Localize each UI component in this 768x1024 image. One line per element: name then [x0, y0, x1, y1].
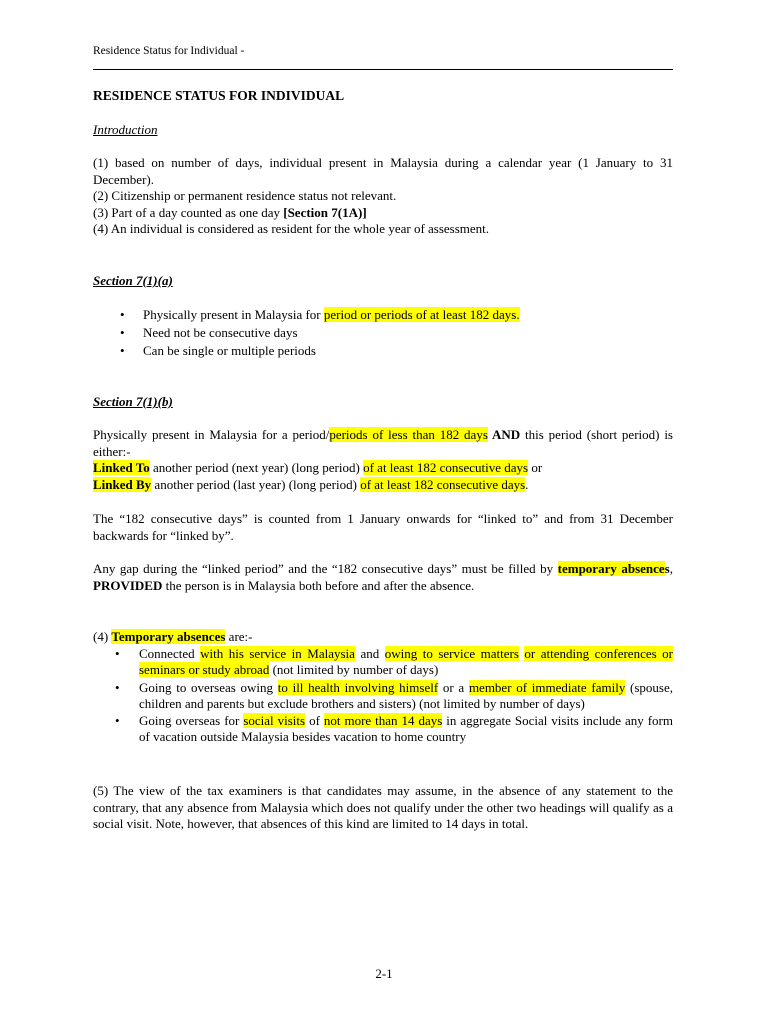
ta-i1-a: Connected: [139, 646, 201, 661]
linked-to-line: [93, 460, 673, 477]
ta-i2-b: or a: [438, 679, 469, 695]
s7b-p3-d: the person is in Malaysia both before and after the absence.: [162, 577, 475, 593]
ta-tail: are:-: [225, 629, 253, 644]
linked-to-label: Linked To: [93, 460, 150, 475]
linked-to-tail: or: [528, 460, 543, 475]
bullet-icon: •: [120, 325, 125, 340]
bullet-icon: •: [120, 343, 125, 358]
ta-i3-hl1: social visits: [243, 713, 306, 729]
s7b-heading: Section 7(1)(b): [93, 394, 173, 409]
ta-i1-b: and: [354, 646, 385, 661]
ta-i3-hl2: not more than 14 days: [323, 713, 443, 729]
bullet-icon: •: [115, 679, 120, 695]
s7b-p1-and: AND: [487, 427, 521, 442]
intro-block: [93, 155, 673, 238]
intro-p1: (1) based on number of days, individual present in Malaysia during a calendar year (1 January to 31 December).: [93, 155, 673, 187]
intro-heading: Introduction: [93, 122, 158, 137]
linked-to-highlight: of at least 182 consecutive days: [363, 460, 529, 475]
linked-by-highlight: of at least 182 consecutive days: [360, 477, 526, 492]
ta-i2-c: (spouse, children and parents but exclude brothers and sisters) (not limited by number of days): [139, 679, 674, 711]
linked-by-text: another period (last year) (long period): [151, 477, 361, 492]
s7a-b1-highlight: period or periods of at least 182 days.: [323, 307, 520, 322]
intro-p3: [93, 205, 673, 222]
running-header: Residence Status for Individual -: [93, 45, 245, 57]
intro-p3-text: (3) Part of a day counted as one day: [93, 204, 284, 220]
ta-i1-hl2: owing to service matters: [384, 646, 519, 661]
s7b-p3: [93, 561, 673, 594]
bullet-icon: •: [115, 646, 120, 661]
s7b-p1-b: this period (short period) is either:-: [93, 427, 673, 459]
linked-by-label: Linked By: [93, 477, 152, 492]
list-item: [93, 646, 673, 679]
intro-p2: (2) Citizenship or permanent residence status not relevant.: [93, 188, 397, 203]
temporary-absence-term: temporary absence: [557, 561, 665, 576]
linked-to-text: another period (next year) (long period): [149, 460, 364, 475]
ta-num: (4): [93, 629, 112, 644]
list-item: [93, 680, 673, 713]
s7a-bullets: [93, 306, 673, 360]
list-item: [93, 342, 673, 360]
list-item: [93, 306, 673, 324]
s7b-p3-s: s: [664, 561, 670, 576]
provided-term: PROVIDED: [93, 577, 163, 593]
ta-i1-hl3: or attending conferences or seminars or study abroad: [139, 646, 674, 678]
document-title: RESIDENCE STATUS FOR INDIVIDUAL: [93, 88, 345, 103]
bullet-icon: •: [115, 713, 120, 729]
para-5: (5) The view of the tax examiners is that candidates may assume, in the absence of any statement to the contrary, that any absence from Malaysia which does not qualify under the other two headings will qualify as a social visit. Note, however, that absences of this kind are limited to 14 days in total.: [93, 783, 673, 831]
s7a-heading: Section 7(1)(a): [93, 273, 173, 288]
header-rule: [93, 69, 673, 70]
linked-by-line: [93, 477, 673, 494]
ta-i2-hl1: to ill health involving himself: [277, 679, 439, 695]
ta-i2-hl2: member of immediate family: [468, 679, 626, 695]
s7b-p3-c: ,: [669, 561, 673, 576]
linked-by-tail: .: [525, 477, 529, 492]
s7b-p3-a: Any gap during the “linked period” and the “182 consecutive days” must be filled by: [93, 561, 558, 576]
ta-i3-b: of: [305, 713, 324, 729]
page-number: 2-1: [375, 966, 393, 981]
s7a-b2-text: Need not be consecutive days: [143, 325, 298, 340]
ta-i1-hl1: with his service in Malaysia: [200, 646, 355, 661]
ta-heading-line: [93, 629, 673, 646]
list-item: [93, 713, 673, 746]
s7a-b1-text: Physically present in Malaysia for: [143, 307, 324, 322]
intro-p4: (4) An individual is considered as resident for the whole year of assessment.: [93, 221, 490, 236]
ta-i3-a: Going overseas for: [139, 713, 244, 729]
list-item: [93, 324, 673, 342]
ta-label: Temporary absences: [111, 629, 226, 644]
ta-list: [93, 646, 673, 747]
bullet-icon: •: [120, 307, 125, 322]
s7a-b3-text: Can be single or multiple periods: [143, 343, 316, 358]
ta-i2-a: Going to overseas owing: [139, 679, 278, 695]
ta-i1-d: (not limited by number of days): [269, 662, 439, 678]
ta-i3-c: in aggregate Social visits include any form of vacation outside Malaysia besides vacation to home country: [139, 713, 673, 745]
intro-p3-section: [Section 7(1A)]: [283, 204, 367, 220]
s7b-p2: The “182 consecutive days” is counted from 1 January onwards for “linked to” and from 31 December backwards for “linked by”.: [93, 511, 673, 543]
s7b-p1-highlight: periods of less than 182 days: [329, 427, 488, 442]
s7b-p1: [93, 427, 673, 460]
s7b-p1-a: Physically present in Malaysia for a period/: [93, 427, 330, 442]
